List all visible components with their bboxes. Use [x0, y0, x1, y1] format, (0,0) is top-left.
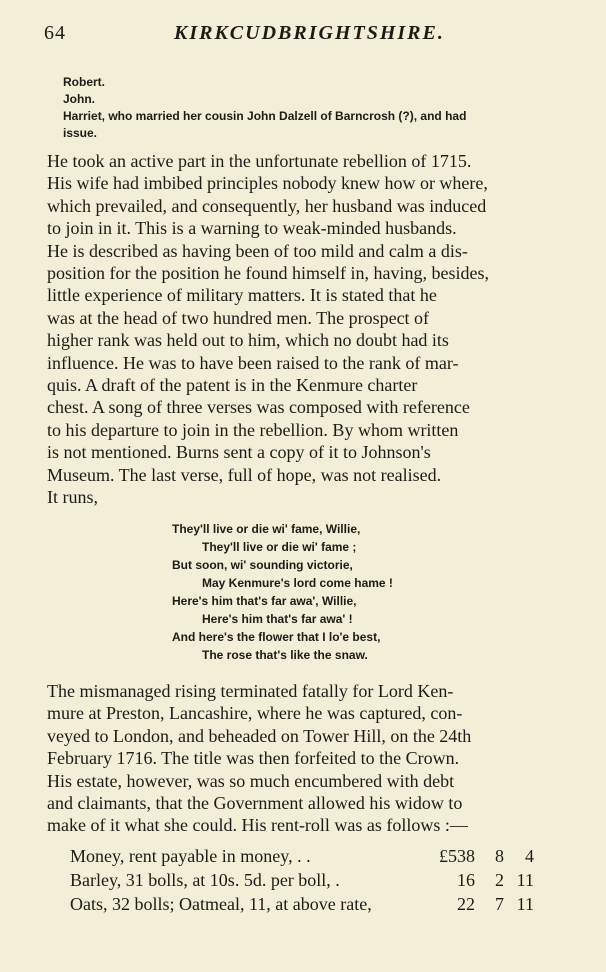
- rent-description: Money, rent payable in money, . .: [70, 846, 311, 866]
- page-number: 64: [44, 22, 66, 44]
- text-line: mure at Preston, Lancashire, where he was captured, con-: [47, 703, 463, 724]
- running-title: KIRKCUDBRIGHTSHIRE.: [174, 22, 445, 44]
- text-line: to his departure to join in the rebellion. By whom written: [47, 419, 459, 440]
- rent-shillings: 2: [495, 870, 504, 890]
- text-line: He is described as having been of too mild and calm a dis-: [47, 240, 468, 261]
- text-line: and claimants, that the Government allowed his widow to: [47, 793, 463, 814]
- rent-shillings: 8: [495, 846, 504, 866]
- poem-verse: [172, 520, 502, 664]
- poem-line: Here's him that's far awa' !: [202, 612, 353, 626]
- text-line: It runs,: [47, 487, 98, 508]
- text-line: make of it what she could. His rent-roll was as follows :—: [47, 815, 468, 836]
- text-line: quis. A draft of the patent is in the Kenmure charter: [47, 375, 418, 396]
- children-list-line: John.: [63, 92, 95, 106]
- text-line: His wife had imbibed principles nobody knew how or where,: [47, 173, 488, 194]
- text-line: He took an active part in the unfortunate rebellion of 1715.: [47, 151, 472, 171]
- children-list-line: issue.: [63, 126, 98, 140]
- rent-pence: 11: [516, 870, 534, 890]
- text-line: chest. A song of three verses was composed with reference: [47, 397, 470, 418]
- text-line: is not mentioned. Burns sent a copy of it to Johnson's: [47, 442, 431, 463]
- paragraph-rebellion: [47, 150, 565, 509]
- text-line: which prevailed, and consequently, her husband was induced: [47, 195, 487, 216]
- poem-line: But soon, wi' sounding victorie,: [172, 558, 353, 572]
- text-line: higher rank was held out to him, which no doubt had its: [47, 330, 449, 351]
- text-line: influence. He was to have been raised to the rank of mar-: [47, 352, 459, 373]
- rent-pence: 11: [516, 894, 534, 914]
- poem-line: And here's the flower that I lo'e best,: [172, 630, 381, 644]
- poem-line: Here's him that's far awa', Willie,: [172, 594, 357, 608]
- text-line: Museum. The last verse, full of hope, was not realised.: [47, 464, 442, 485]
- children-list-line: Robert.: [63, 75, 105, 89]
- rent-pounds: £538: [439, 846, 475, 866]
- children-list: [63, 74, 563, 142]
- rent-shillings: 7: [495, 894, 504, 914]
- text-line: was at the head of two hundred men. The prospect of: [47, 307, 430, 328]
- text-line: February 1716. The title was then forfeited to the Crown.: [47, 748, 460, 769]
- rent-pence: 4: [525, 846, 534, 866]
- text-line: The mismanaged rising terminated fatally for Lord Ken-: [47, 681, 454, 701]
- text-line: to join in it. This is a warning to weak-minded husbands.: [47, 218, 457, 239]
- rent-pounds: 22: [457, 894, 475, 914]
- poem-line: They'll live or die wi' fame ;: [202, 540, 357, 554]
- text-line: little experience of military matters. It is stated that he: [47, 285, 437, 306]
- poem-line: The rose that's like the snaw.: [202, 648, 368, 662]
- page-header: [44, 22, 560, 52]
- rent-pounds: 16: [457, 870, 475, 890]
- paragraph-execution: [47, 680, 565, 837]
- text-line: position for the position he found himself in, having, besides,: [47, 263, 489, 284]
- poem-line: May Kenmure's lord come hame !: [202, 576, 393, 590]
- rent-description: Barley, 31 bolls, at 10s. 5d. per boll, .: [70, 870, 340, 890]
- children-list-line: Harriet, who married her cousin John Dalzell of Barncrosh (?), and had: [63, 109, 467, 123]
- text-line: veyed to London, and beheaded on Tower Hill, on the 24th: [47, 725, 472, 746]
- poem-line: They'll live or die wi' fame, Willie,: [172, 522, 361, 536]
- text-line: His estate, however, was so much encumbered with debt: [47, 770, 455, 791]
- rent-description: Oats, 32 bolls; Oatmeal, 11, at above rate,: [70, 894, 372, 914]
